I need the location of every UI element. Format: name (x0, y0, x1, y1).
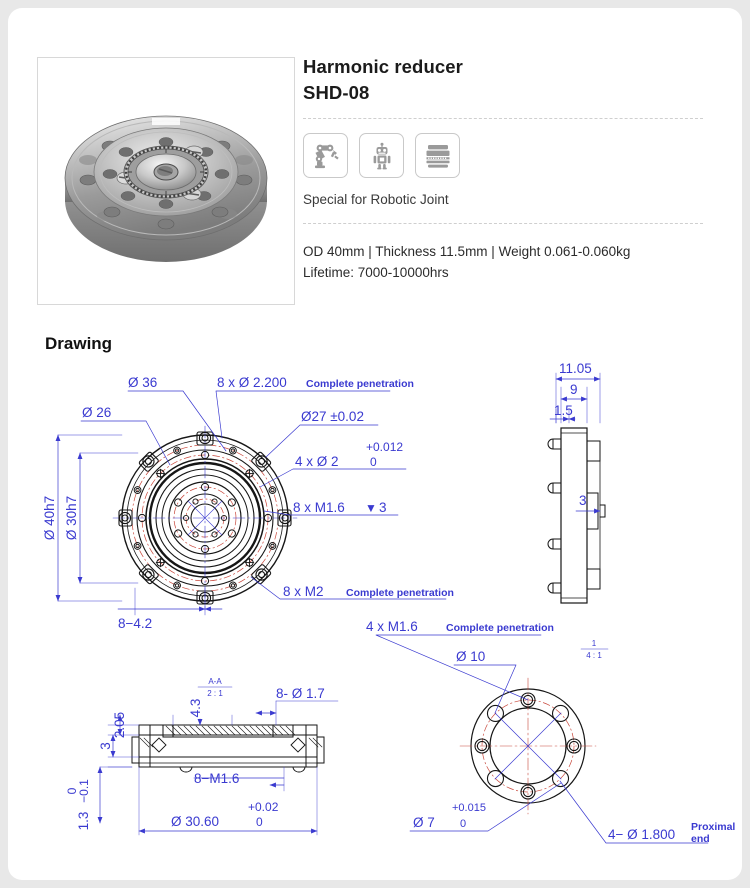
drawing-heading: Drawing (45, 334, 113, 353)
label-dim-205: 2.05 (112, 711, 127, 739)
label-d1800: 4− Ø 1.800 (608, 827, 676, 842)
product-info (303, 54, 703, 283)
application-text: Special for Robotic Joint (303, 192, 449, 207)
label-m16-depth-value: 3 (379, 500, 387, 515)
technical-drawing (8, 353, 742, 873)
label-d30h7: Ø 30h7 (64, 495, 79, 541)
label-holes-2200: 8 x Ø 2.200 (217, 375, 287, 390)
label-side-total: 11.05 (559, 361, 592, 376)
label-proximal-2: end (691, 833, 710, 845)
label-dim-43: 4.3 (188, 698, 203, 718)
divider-bottom (303, 223, 703, 224)
label-d3060-lower: 0 (256, 815, 263, 829)
label-rear-scale-tag: 1 (591, 639, 597, 648)
label-dim-13-lower: −0.1 (77, 779, 91, 803)
label-proximal-1: Proximal (691, 821, 736, 833)
label-dim-13: 1.3 (76, 811, 91, 831)
label-holes-17: 8- Ø 1.7 (276, 686, 325, 701)
label-four-x-d2: 4 x Ø 2 (295, 454, 339, 469)
label-side-three: 3 (579, 493, 587, 508)
label-rear-m16-note: Complete penetration (446, 622, 554, 634)
product-model: SHD-08 (303, 82, 370, 103)
product-photo-frame (37, 57, 295, 305)
label-d26: Ø 26 (82, 405, 112, 420)
label-d10: Ø 10 (456, 649, 486, 664)
label-section-m16: 8−M1.6 (194, 771, 240, 786)
robot-arm-icon (303, 133, 348, 178)
label-d40h7: Ø 40h7 (42, 495, 57, 541)
label-four-x-d2-lower: 0 (370, 455, 377, 469)
section-view-dimensions (100, 687, 338, 835)
label-m2-note: 8 x M2 (283, 584, 324, 599)
section-view (132, 725, 324, 772)
label-rear-scale-ratio: 4 : 1 (586, 651, 602, 660)
label-dim-3: 3 (98, 742, 113, 750)
label-four-x-d2-upper: +0.012 (366, 440, 404, 454)
label-d3060: Ø 30.60 (171, 814, 220, 829)
label-d7-upper: +0.015 (452, 802, 486, 814)
label-section-scale: 2 : 1 (207, 689, 223, 698)
humanoid-robot-icon (359, 133, 404, 178)
label-m16-depth-symbol: ▼ (365, 501, 377, 515)
feature-icons (303, 133, 703, 178)
spec-line-2: Lifetime: 7000-10000hrs (303, 265, 449, 280)
label-side-one-five: 1.5 (554, 403, 573, 418)
label-d27-tol: Ø27 ±0.02 (301, 409, 364, 424)
product-photo (38, 58, 294, 304)
label-pitch-8-4-2: 8−4.2 (118, 616, 153, 631)
label-m16-depth: 8 x M1.6 (293, 500, 345, 515)
label-d3060-upper: +0.02 (248, 800, 279, 814)
spec-list (303, 241, 703, 283)
machine-icon (415, 133, 460, 178)
rear-view (460, 678, 596, 814)
side-view (548, 428, 605, 603)
label-section-tag: A-A (208, 677, 222, 686)
label-m2-note-2: Complete penetration (346, 587, 454, 599)
label-dim-13-upper: 0 (65, 787, 79, 795)
product-header (8, 8, 742, 308)
label-d7-lower: 0 (460, 818, 467, 830)
product-card (8, 8, 742, 880)
spec-line-1: OD 40mm | Thickness 11.5mm | Weight 0.061-0.060kg (303, 244, 631, 259)
label-d36: Ø 36 (128, 375, 158, 390)
product-name: Harmonic reducer (303, 56, 463, 77)
label-side-nine: 9 (570, 382, 578, 397)
label-rear-m16: 4 x M1.6 (366, 619, 418, 634)
label-d7: Ø 7 (413, 815, 435, 830)
label-holes-2200-note: Complete penetration (306, 378, 414, 390)
divider-top (303, 118, 703, 119)
rear-view-dimensions (376, 635, 708, 843)
